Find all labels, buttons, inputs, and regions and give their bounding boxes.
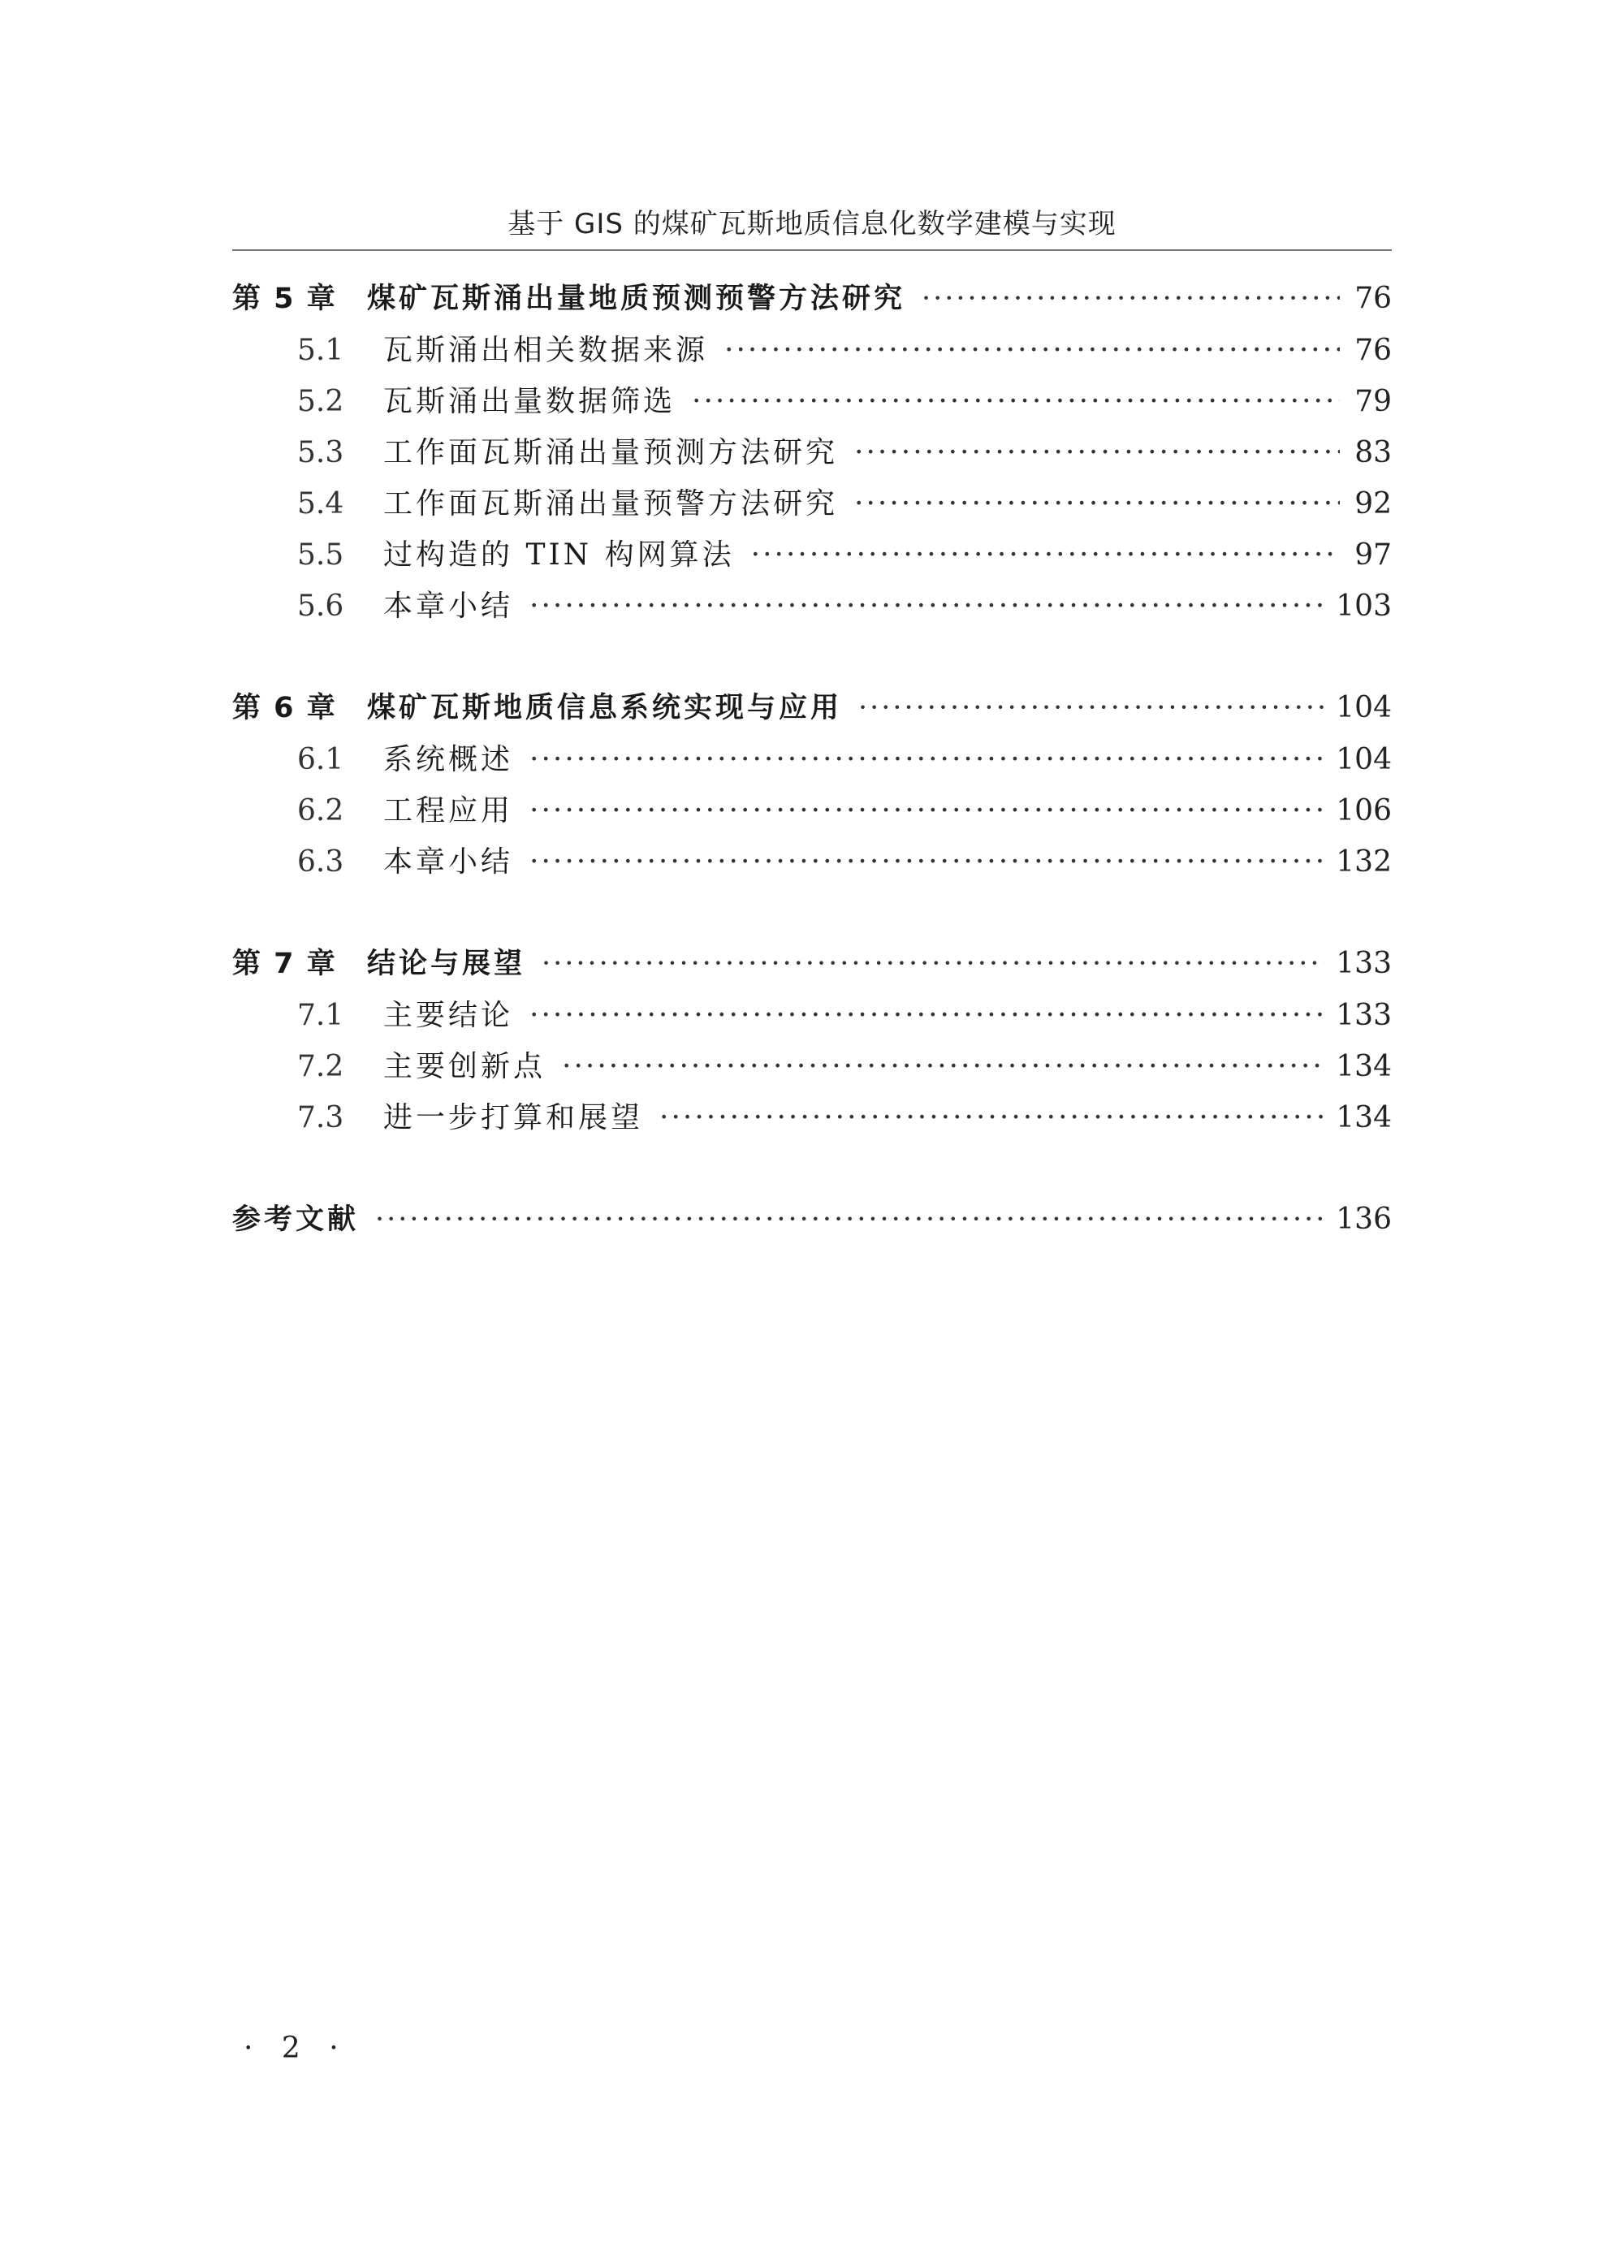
toc-section-6-3[interactable] xyxy=(232,839,1392,890)
page-number: 79 xyxy=(1354,385,1392,418)
toc-chapter-7[interactable] xyxy=(232,941,1392,992)
chapter-title: 煤矿瓦斯地质信息系统实现与应用 xyxy=(367,692,843,724)
section-title: 主要创新点 xyxy=(383,1050,546,1083)
section-title: 工程应用 xyxy=(383,794,514,827)
dot-leader xyxy=(659,1101,1324,1134)
toc-section-5-1[interactable] xyxy=(232,327,1392,378)
page-number: 134 xyxy=(1336,1101,1392,1134)
page-number: 133 xyxy=(1336,999,1392,1032)
page-number: 92 xyxy=(1354,487,1392,521)
toc-section-5-6[interactable] xyxy=(232,583,1392,634)
chapter-title: 煤矿瓦斯涌出量地质预测预警方法研究 xyxy=(367,283,906,315)
dot-leader xyxy=(858,692,1324,724)
section-number: 6.2 xyxy=(297,794,344,827)
dot-leader xyxy=(922,283,1340,315)
page-number: 83 xyxy=(1354,436,1392,469)
chapter-label: 第 5 章 xyxy=(232,283,337,315)
dot-leader xyxy=(542,948,1324,980)
section-number: 5.6 xyxy=(297,590,344,623)
references-title: 参考文献 xyxy=(232,1203,360,1236)
table-of-contents xyxy=(232,276,1392,1248)
chapter-title: 结论与展望 xyxy=(367,948,526,980)
toc-section-5-3[interactable] xyxy=(232,430,1392,481)
section-title: 主要结论 xyxy=(383,999,514,1032)
chapter-spacer xyxy=(232,890,1392,941)
page-number: 133 xyxy=(1336,947,1392,980)
page-number: 104 xyxy=(1336,691,1392,724)
toc-section-7-2[interactable] xyxy=(232,1043,1392,1095)
dot-leader xyxy=(854,436,1340,469)
section-title: 本章小结 xyxy=(383,845,514,879)
toc-section-7-1[interactable] xyxy=(232,992,1392,1043)
chapter-label: 第 7 章 xyxy=(232,948,337,980)
page-number: 97 xyxy=(1354,538,1392,572)
section-title: 过构造的 TIN 构网算法 xyxy=(383,538,735,572)
section-title: 系统概述 xyxy=(383,743,514,776)
section-number: 6.3 xyxy=(297,845,344,879)
page-number: 104 xyxy=(1336,743,1392,776)
toc-chapter-6[interactable] xyxy=(232,685,1392,737)
page-number: 76 xyxy=(1354,282,1392,315)
dot-leader xyxy=(562,1050,1324,1083)
chapter-spacer xyxy=(232,634,1392,685)
dot-leader xyxy=(529,845,1324,879)
section-title: 进一步打算和展望 xyxy=(383,1101,644,1134)
page-number: 103 xyxy=(1336,590,1392,623)
section-number: 5.3 xyxy=(297,436,344,469)
toc-section-5-5[interactable] xyxy=(232,532,1392,583)
section-number: 5.4 xyxy=(297,487,344,521)
toc-section-6-1[interactable] xyxy=(232,737,1392,788)
dot-leader xyxy=(751,538,1340,572)
dot-leader xyxy=(692,385,1340,418)
page-number: 106 xyxy=(1336,794,1392,827)
header-rule xyxy=(232,249,1392,251)
toc-references[interactable] xyxy=(232,1197,1392,1248)
dot-leader xyxy=(529,794,1324,827)
section-number: 7.3 xyxy=(297,1101,344,1134)
dot-leader xyxy=(854,487,1340,521)
dot-leader xyxy=(375,1203,1324,1236)
toc-section-5-4[interactable] xyxy=(232,481,1392,532)
toc-section-7-3[interactable] xyxy=(232,1095,1392,1146)
page-number: 132 xyxy=(1336,845,1392,879)
page-number: 134 xyxy=(1336,1050,1392,1083)
section-number: 6.1 xyxy=(297,743,344,776)
dot-leader xyxy=(529,590,1324,623)
chapter-label: 第 6 章 xyxy=(232,692,337,724)
dot-leader xyxy=(529,999,1324,1032)
dot-leader xyxy=(529,743,1324,776)
page-number: 136 xyxy=(1336,1203,1392,1236)
dot-leader xyxy=(724,334,1340,367)
section-title: 工作面瓦斯涌出量预警方法研究 xyxy=(383,487,839,521)
toc-section-6-2[interactable] xyxy=(232,788,1392,839)
section-number: 5.5 xyxy=(297,538,344,572)
toc-section-5-2[interactable] xyxy=(232,378,1392,430)
chapter-spacer xyxy=(232,1146,1392,1197)
section-number: 5.2 xyxy=(297,385,344,418)
toc-chapter-5[interactable] xyxy=(232,276,1392,327)
section-title: 本章小结 xyxy=(383,590,514,623)
section-number: 5.1 xyxy=(297,334,344,367)
page-number: 76 xyxy=(1354,334,1392,367)
section-title: 瓦斯涌出相关数据来源 xyxy=(383,334,709,367)
section-title: 工作面瓦斯涌出量预测方法研究 xyxy=(383,436,839,469)
section-number: 7.1 xyxy=(297,999,344,1032)
running-header-title: 基于 GIS 的煤矿瓦斯地质信息化数学建模与实现 xyxy=(508,208,1116,240)
section-number: 7.2 xyxy=(297,1050,344,1083)
page-folio: · 2 · xyxy=(244,2032,348,2065)
section-title: 瓦斯涌出量数据筛选 xyxy=(383,385,676,418)
